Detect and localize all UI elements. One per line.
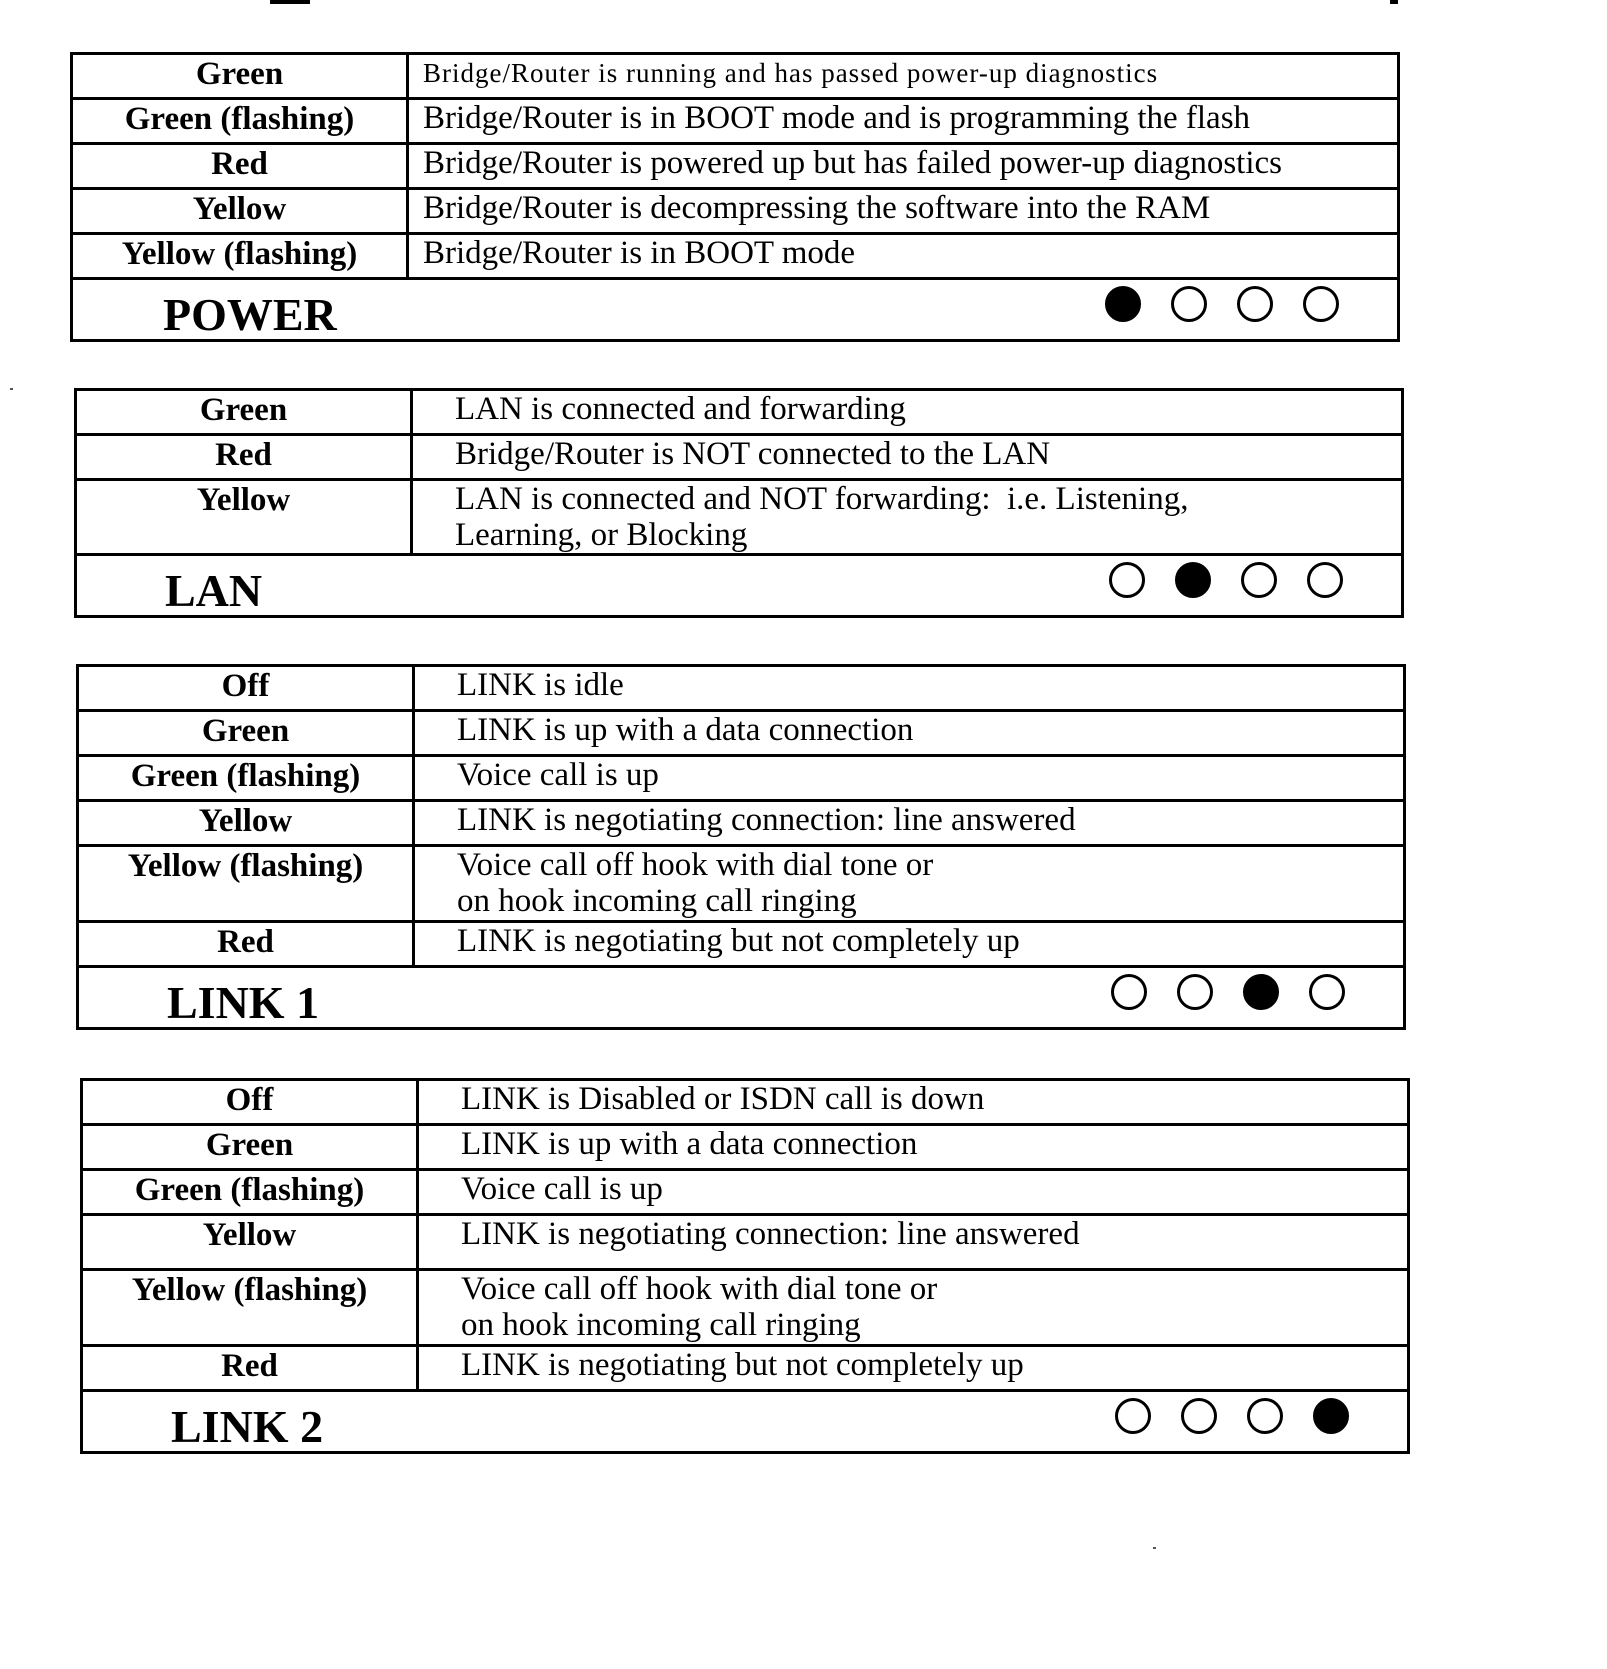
table-row [78, 846, 1405, 922]
section-title-link2: LINK 2 [171, 1401, 324, 1452]
led-indicator-3-icon [1241, 562, 1277, 598]
led-indicator-row [1105, 286, 1339, 322]
led-description-line: Voice call off hook with dial tone or [457, 847, 934, 883]
led-indicator-1-icon [1109, 562, 1145, 598]
led-state: Red [76, 435, 412, 480]
led-state: Green [76, 390, 412, 435]
led-indicator-1-icon [1105, 286, 1141, 322]
led-description: LINK is up with a data connection [414, 711, 1405, 756]
led-state: Yellow [72, 189, 408, 234]
led-state: Red [78, 922, 414, 967]
led-state: Off [82, 1080, 418, 1125]
led-state: Yellow (flashing) [78, 846, 414, 922]
led-state: Red [72, 144, 408, 189]
table-row [72, 99, 1399, 144]
led-state: Green (flashing) [78, 756, 414, 801]
led-description-line: Voice call off hook with dial tone or [461, 1271, 938, 1307]
table-row [82, 1346, 1409, 1391]
led-description: LAN is connected and forwarding [412, 390, 1403, 435]
led-indicator-1-icon [1115, 1398, 1151, 1434]
led-description: Voice call is up [418, 1170, 1409, 1215]
table-row [78, 801, 1405, 846]
led-indicator-3-icon [1243, 974, 1279, 1010]
led-indicator-2-icon [1181, 1398, 1217, 1434]
scan-mark [270, 0, 310, 4]
led-state: Yellow [78, 801, 414, 846]
led-state: Yellow (flashing) [82, 1270, 418, 1346]
led-state: Yellow (flashing) [72, 234, 408, 279]
led-indicator-1-icon [1111, 974, 1147, 1010]
led-description: Voice call is up [414, 756, 1405, 801]
led-indicator-3-icon [1247, 1398, 1283, 1434]
section-title-power: POWER [163, 289, 337, 340]
led-state: Green [82, 1125, 418, 1170]
led-description: Bridge/Router is running and has passed power-up diagnostics [408, 54, 1399, 99]
led-description-line: on hook incoming call ringing [461, 1307, 861, 1343]
led-description [418, 1270, 1409, 1346]
power-footer [72, 279, 1399, 341]
led-description: LINK is up with a data connection [418, 1125, 1409, 1170]
section-title-lan: LAN [165, 565, 263, 616]
led-state: Yellow [82, 1215, 418, 1270]
table-row [72, 234, 1399, 279]
table-footer [78, 967, 1405, 1029]
table-row [78, 711, 1405, 756]
led-description-line: LAN is connected and NOT forwarding: i.e. Listening, [455, 481, 1189, 517]
led-indicator-4-icon [1313, 1398, 1349, 1434]
table-footer [72, 279, 1399, 341]
led-indicator-4-icon [1307, 562, 1343, 598]
lan-led-table [74, 388, 1404, 618]
link1-footer [78, 967, 1405, 1029]
led-indicator-2-icon [1177, 974, 1213, 1010]
table-row [82, 1125, 1409, 1170]
table-row [72, 144, 1399, 189]
table-row [76, 435, 1403, 480]
table-row [82, 1170, 1409, 1215]
scan-mark [1390, 0, 1398, 4]
led-indicator-4-icon [1303, 286, 1339, 322]
led-description: Bridge/Router is NOT connected to the LAN [412, 435, 1403, 480]
led-description: Bridge/Router is in BOOT mode [408, 234, 1399, 279]
led-indicator-2-icon [1175, 562, 1211, 598]
table-row [76, 480, 1403, 555]
led-state: Off [78, 666, 414, 711]
led-indicator-row [1115, 1398, 1349, 1434]
table-row [82, 1080, 1409, 1125]
scan-speck [10, 388, 13, 390]
led-indicator-row [1109, 562, 1343, 598]
led-description: LINK is Disabled or ISDN call is down [418, 1080, 1409, 1125]
led-description: LINK is negotiating but not completely up [414, 922, 1405, 967]
table-row [82, 1215, 1409, 1270]
table-footer [76, 555, 1403, 617]
led-state: Green [72, 54, 408, 99]
led-description: LINK is idle [414, 666, 1405, 711]
led-indicator-4-icon [1309, 974, 1345, 1010]
table-row [72, 54, 1399, 99]
led-description [414, 846, 1405, 922]
link2-footer [82, 1391, 1409, 1453]
led-indicator-2-icon [1171, 286, 1207, 322]
led-description: Bridge/Router is powered up but has failed power-up diagnostics [408, 144, 1399, 189]
table-row [72, 189, 1399, 234]
lan-footer [76, 555, 1403, 617]
led-description: Bridge/Router is in BOOT mode and is programming the flash [408, 99, 1399, 144]
led-state: Green [78, 711, 414, 756]
table-row [82, 1270, 1409, 1346]
scan-speck [1153, 1547, 1156, 1549]
led-description-line: on hook incoming call ringing [457, 883, 857, 919]
table-row [78, 666, 1405, 711]
led-description: LINK is negotiating connection: line answered [418, 1215, 1409, 1270]
led-description: Bridge/Router is decompressing the software into the RAM [408, 189, 1399, 234]
led-state: Yellow [76, 480, 412, 555]
table-row [78, 922, 1405, 967]
led-state: Red [82, 1346, 418, 1391]
table-row [76, 390, 1403, 435]
link1-led-table [76, 664, 1406, 1030]
led-description: LINK is negotiating but not completely up [418, 1346, 1409, 1391]
link2-led-table [80, 1078, 1410, 1454]
led-indicator-3-icon [1237, 286, 1273, 322]
led-description: LINK is negotiating connection: line answered [414, 801, 1405, 846]
power-led-table [70, 52, 1400, 342]
led-state: Green (flashing) [82, 1170, 418, 1215]
table-footer [82, 1391, 1409, 1453]
led-indicator-row [1111, 974, 1345, 1010]
led-state: Green (flashing) [72, 99, 408, 144]
table-row [78, 756, 1405, 801]
led-description [412, 480, 1403, 555]
section-title-link1: LINK 1 [167, 977, 320, 1028]
led-description-line: Learning, or Blocking [455, 517, 748, 553]
